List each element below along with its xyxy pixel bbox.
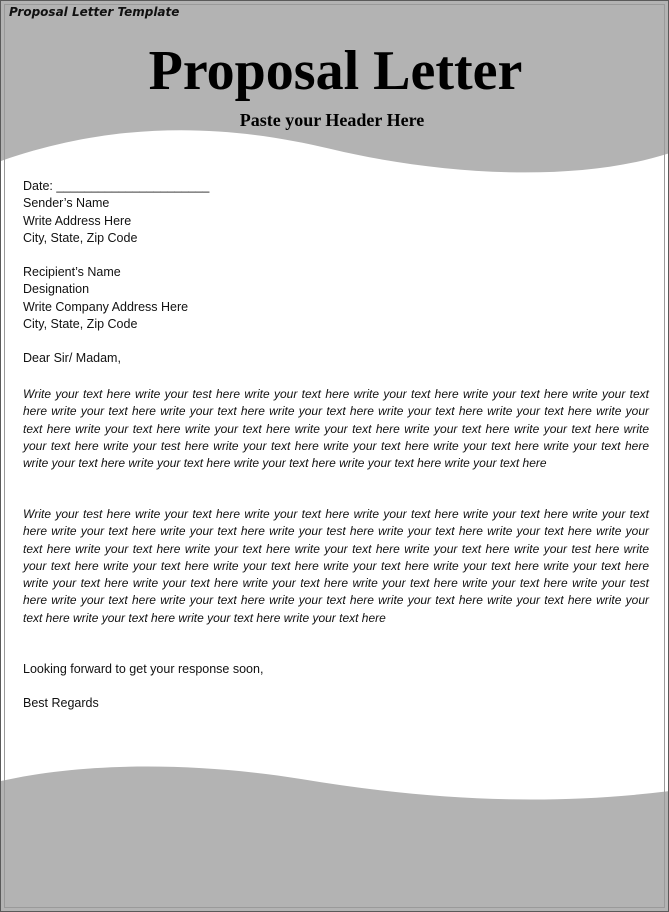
- recipient-name: Recipient’s Name: [23, 265, 121, 279]
- document-title: Proposal Letter: [148, 40, 523, 102]
- salutation: Dear Sir/ Madam,: [23, 351, 121, 365]
- recipient-designation: Designation: [23, 282, 90, 297]
- recipient-company-address: Write Company Address Here: [23, 299, 189, 314]
- recipient-block: [23, 264, 651, 333]
- date-line: Date: ______________________: [23, 179, 210, 193]
- sender-city-line: City, State, Zip Code: [23, 230, 138, 245]
- template-label: Proposal Letter Template: [9, 5, 180, 19]
- sender-address: Write Address Here: [23, 213, 132, 228]
- footer-wave-band: [1, 761, 669, 912]
- sender-block: [23, 178, 651, 247]
- recipient-city-line: City, State, Zip Code: [23, 316, 138, 331]
- body-paragraph-1: Write your text here write your test here write your text here write your text here write your text here write your text here write your text here write your text here write your text here write your text here write your text here write your text here write your text here write your text here write your text here write your text here write your text here write your text here write your test here write your text here write your text here write your text here write your text here write your text here write your text here write your text here write your text here write your text here: [23, 387, 649, 471]
- sign-off: Best Regards: [23, 696, 99, 710]
- sender-name: Sender’s Name: [23, 196, 110, 211]
- closing-line: Looking forward to get your response soon,: [23, 662, 264, 676]
- header-placeholder: Paste your Header Here: [239, 110, 425, 130]
- body-paragraph-2: Write your test here write your text here write your text here write your text here write your text here write your text here write your text here write your text here write your test here write your text here write your text here write your text here write your text here write your text here write your text here write your text here write your test here write your text here write your text here write your text here write your text here write your text here write your text here write your text here write your text here write your text here write your text here write your text here write your test here write your text here write your text here write your text here write your text here write your text here write your text here write your text here write your text here write your text here: [23, 507, 649, 625]
